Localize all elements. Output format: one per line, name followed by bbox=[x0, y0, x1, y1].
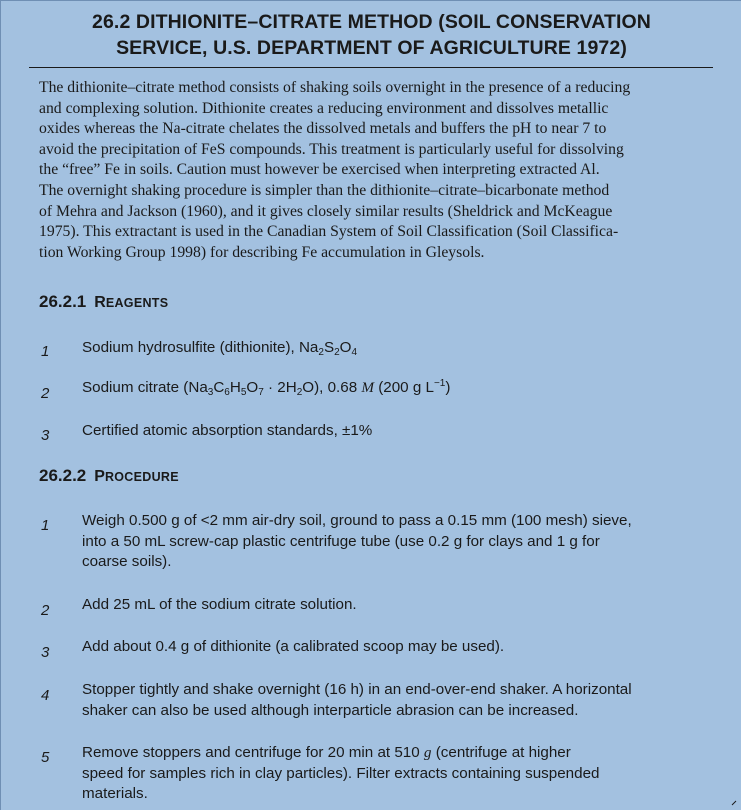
reagent-number: 3 bbox=[41, 427, 50, 444]
procedure-heading-initial: P bbox=[94, 468, 105, 485]
reagent-number: 1 bbox=[41, 343, 50, 360]
procedure-step-number: 1 bbox=[41, 517, 50, 534]
intro-line: avoid the precipitation of FeS compounds. This treatment is particularly useful for dissolving bbox=[39, 140, 624, 158]
reagents-heading bbox=[39, 291, 168, 314]
procedure-step-number: 5 bbox=[41, 749, 50, 766]
procedure-heading-number: 26.2.2 bbox=[39, 466, 87, 485]
intro-paragraph bbox=[39, 78, 702, 263]
procedure-step-weigh: Weigh 0.500 g of <2 mm air-dry soil, ground to pass a 0.15 mm (100 mesh) sieve, into a 50 mL screw-cap plastic centrifuge tube (use 0.2 g for clays and 1 g for coarse soils). bbox=[82, 512, 632, 571]
section-title-line-1: 26.2 DITHIONITE–CITRATE METHOD (SOIL CONSERVATION bbox=[92, 11, 651, 33]
reagent-item-aa-standards: Certified atomic absorption standards, ±1% bbox=[82, 422, 373, 439]
intro-line: oxides whereas the Na-citrate chelates the dissolved metals and buffers the pH to near 7 to bbox=[39, 120, 607, 138]
reagent-number: 2 bbox=[41, 385, 50, 402]
procedure-step-number: 3 bbox=[41, 644, 50, 661]
intro-line: The overnight shaking procedure is simpler than the dithionite–citrate–bicarbonate method bbox=[39, 181, 610, 199]
reagent-item-sodium-citrate: Sodium citrate $(Na_3C_6H_5O_7 \cdot 2H_2O)$, 0.68 M (200 g $L^{-1}$) bbox=[82, 378, 451, 398]
procedure-heading bbox=[39, 465, 179, 488]
reagents-heading-initial: R bbox=[94, 294, 106, 311]
procedure-step-centrifuge: Remove stoppers and centrifuge for 20 min at 510 g (centrifuge at higher speed for samples rich in clay particles). Filter extracts containing suspended materials. bbox=[82, 744, 600, 803]
section-title-line-2: SERVICE, U.S. DEPARTMENT OF AGRICULTURE 1972) bbox=[116, 37, 627, 59]
section-title bbox=[1, 9, 741, 61]
intro-line: The dithionite–citrate method consists of shaking soils overnight in the presence of a reducing bbox=[39, 79, 631, 96]
intro-line: tion Working Group 1998) for describing Fe accumulation in Gleysols. bbox=[39, 243, 485, 261]
intro-line: the “free” Fe in soils. Caution must however be exercised when interpreting extracted Al. bbox=[39, 161, 600, 179]
reagents-heading-rest: EAGENTS bbox=[105, 296, 169, 310]
reagents-heading-number: 26.2.1 bbox=[39, 292, 87, 311]
procedure-step-add-citrate: Add 25 mL of the sodium citrate solution. bbox=[82, 596, 357, 613]
intro-line: and complexing solution. Dithionite creates a reducing environment and dissolves metallic bbox=[39, 99, 609, 117]
corner-mark-icon bbox=[731, 800, 737, 806]
reagent-item-dithionite: Sodium hydrosulfite (dithionite), $Na_2S_2O_4$ bbox=[82, 339, 358, 358]
procedure-step-number: 4 bbox=[41, 687, 50, 704]
procedure-heading-rest: ROCEDURE bbox=[104, 470, 179, 484]
intro-line: of Mehra and Jackson (1960), and it gives closely similar results (Sheldrick and McKeague bbox=[39, 202, 613, 220]
procedure-step-add-dithionite: Add about 0.4 g of dithionite (a calibrated scoop may be used). bbox=[82, 638, 505, 655]
title-divider bbox=[29, 67, 713, 68]
intro-line: 1975). This extractant is used in the Canadian System of Soil Classification (Soil Classifica- bbox=[39, 223, 619, 241]
procedure-step-number: 2 bbox=[41, 602, 50, 619]
procedure-step-shake: Stopper tightly and shake overnight (16 h) in an end-over-end shaker. A horizontal shaker can also be used although interparticle abrasion can be increased. bbox=[82, 681, 632, 719]
